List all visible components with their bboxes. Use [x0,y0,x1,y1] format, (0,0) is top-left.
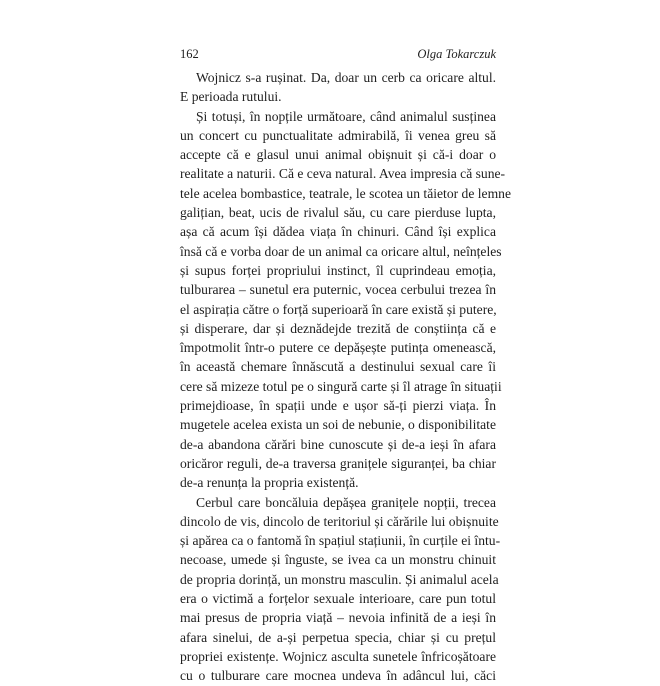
text-line: necoase, umede și înguste, se ivea ca un monstru chinuit [180,552,496,568]
text-line: era o victimă a forțelor sexuale interioare, care pun totul [180,591,496,607]
text-line: dincolo de vis, dincolo de teritoriul și cărările lui obișnuite [180,513,499,529]
text-line: cere să mizeze totul pe o singură carte și îl atrage în situații [180,378,502,394]
text-line: oricăror reguli, de-a traversa granițele siguranței, ba chiar [180,455,496,471]
text-line: Și totuși, în nopțile următoare, când animalul susținea [196,108,496,124]
text-line: în această chemare înnăscută a destinului sexual care îi [180,359,496,375]
text-line: el aspirația către o forță superioară în care există și putere, [180,301,497,317]
text-line: așa că acum își dădea viața în chinuri. Când își explica [180,224,496,240]
text-line: de-a abandona cărări bine cunoscute și de-a ieși în afara [180,436,496,452]
text-line: împotmolit într-o putere ce depășește putința omenească, [180,340,496,356]
text-line: mai presus de propria viață – nevoia infinită de a ieși în [180,610,496,626]
text-line: primejdioase, în spații unde e ușor să-ți pierzi viața. În [180,398,496,414]
text-line: și disperare, dar și deznădejde trezită de conștiința că e [180,320,496,336]
running-header [180,46,496,62]
text-line: de-a renunța la propria existență. [180,475,359,491]
text-line: galițian, beat, ucis de rivalul său, cu care pierduse lupta, [180,205,496,221]
text-line: mugetele acelea exista un soi de nebunie, o disponibilitate [180,417,496,433]
text-line: tulburarea – sunetul era puternic, vocea cerbului trezea în [180,282,496,298]
text-line: E perioada rutului. [180,89,282,105]
text-line: și apărea ca o fantomă în spațiul stațiunii, în curțile ei întu- [180,533,501,549]
text-line: afara sinelui, de a-și perpetua specia, chiar și cu prețul [180,629,496,645]
text-line: Wojnicz s-a rușinat. Da, doar un cerb ca oricare altul. [196,70,496,85]
text-line: de propria dorință, un monstru masculin. Și animalul acela [180,571,499,587]
text-line: un concert cu punctualitate admirabilă, îi venea greu să [180,127,496,143]
text-line: propriei existențe. Wojnicz asculta sunetele înfricoșătoare [180,648,496,664]
text-line: realitate a naturii. Că e ceva natural. Avea impresia că sune- [180,166,506,182]
text-line: Cerbul care boncăluia depășea granițele nopții, trecea [196,494,496,510]
running-head-author: Olga Tokarczuk [417,47,496,61]
text-line: însă că e vorba doar de un animal ca oricare altul, neînțeles [180,243,502,259]
body-text [180,68,511,686]
page-number: 162 [180,47,199,61]
text-line: și supus forței propriului instinct, îl cuprindeau emoția, [180,262,496,278]
text-line: accepte că e glasul unui animal obișnuit și că-i doar o [180,147,496,163]
text-line: tele acelea bombastice, teatrale, le scotea un tăietor de lemne [180,185,511,201]
text-line: cu o tulburare care mocnea undeva în adâncul lui, căci [180,668,496,684]
